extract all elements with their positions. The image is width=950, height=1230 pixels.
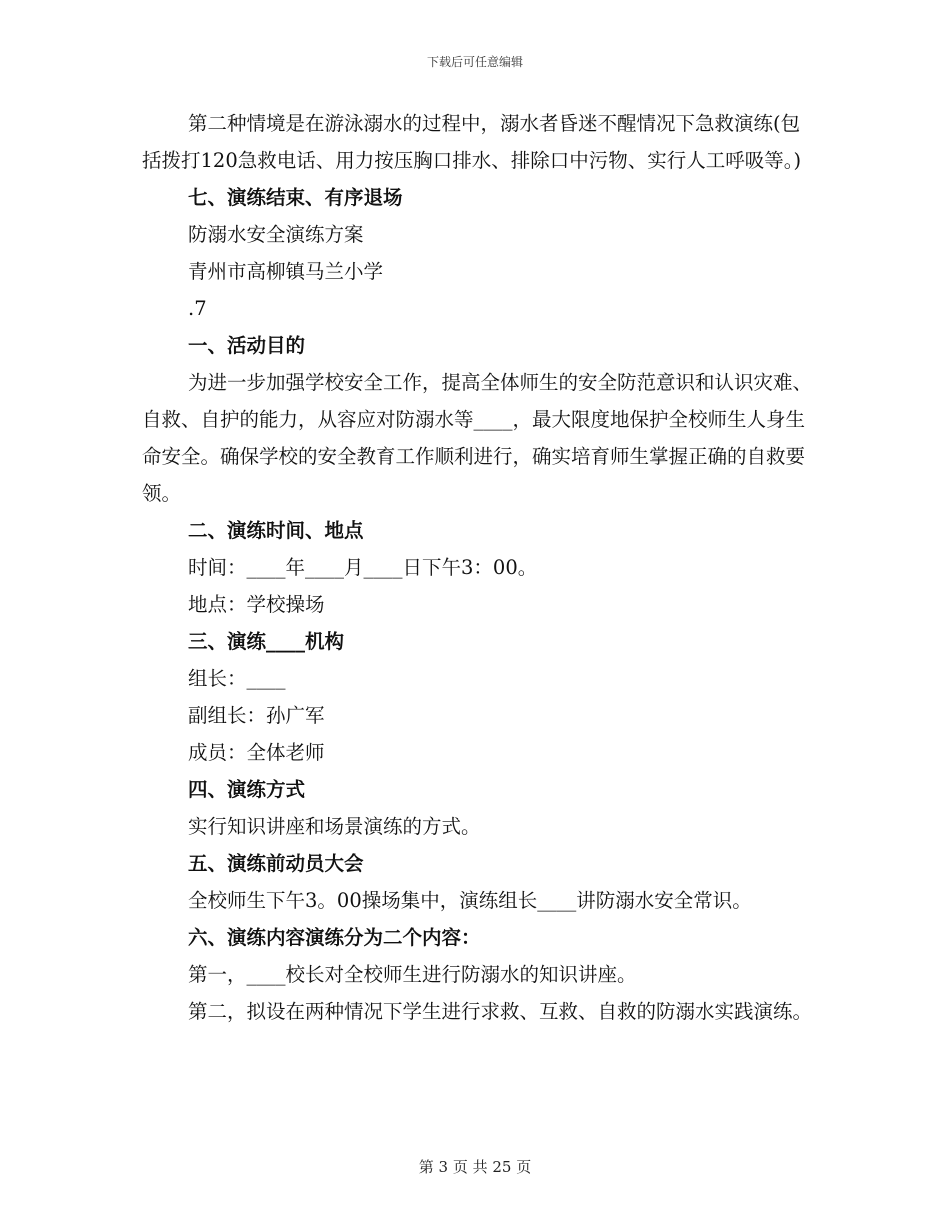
paragraph: 组长：____ <box>188 667 286 690</box>
paragraph: 青州市高柳镇马兰小学 <box>188 260 384 283</box>
paragraph: 时间：____年____月____日下午3：00。 <box>188 556 538 579</box>
paragraph: 成员：全体老师 <box>188 741 325 764</box>
page-header: 下载后可任意编辑 <box>426 55 523 69</box>
paragraph: 为进一步加强学校安全工作，提高全体师生的安全防范意识和认识灾难、自救、自护的能力，从容应对防溺水等____，最大限度地保护全校师生人身生命安全。确保学校的安全教育工作顺利进行，确实培育师生掌握正确的自救要领。 <box>142 371 813 505</box>
paragraph: 防溺水安全演练方案 <box>188 223 364 246</box>
paragraph: .7 <box>188 297 207 320</box>
section-heading: 三、演练____机构 <box>188 630 345 653</box>
paragraph: 副组长：孙广军 <box>188 704 325 727</box>
section-heading: 四、演练方式 <box>188 778 306 801</box>
paragraph: 第二种情境是在游泳溺水的过程中，溺水者昏迷不醒情况下急救演练(包括拨打120急救电话、用力按压胸口排水、排除口中污物、实行人工呼吸等。) <box>142 112 802 172</box>
section-heading: 二、演练时间、地点 <box>188 519 364 542</box>
paragraph: 第二，拟设在两种情况下学生进行求救、互救、自救的防溺水实践演练。 <box>188 1000 813 1023</box>
section-heading: 六、演练内容演练分为二个内容： <box>188 926 481 949</box>
paragraph: 全校师生下午3。00操场集中，演练组长____讲防溺水安全常识。 <box>188 889 752 912</box>
section-heading: 一、活动目的 <box>188 334 306 357</box>
section-heading: 五、演练前动员大会 <box>188 852 364 875</box>
section-heading: 七、演练结束、有序退场 <box>188 186 403 209</box>
page-footer: 第 3 页 共 25 页 <box>418 1158 532 1176</box>
paragraph: 地点：学校操场 <box>188 593 325 616</box>
document-body <box>142 105 812 1030</box>
paragraph: 实行知识讲座和场景演练的方式。 <box>188 815 481 838</box>
paragraph: 第一，____校长对全校师生进行防溺水的知识讲座。 <box>188 963 637 986</box>
